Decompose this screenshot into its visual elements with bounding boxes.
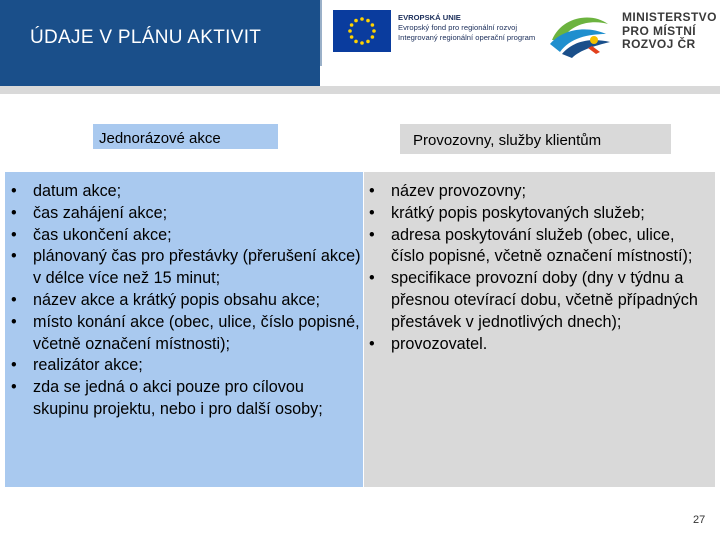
- header-divider: [320, 0, 322, 66]
- list-item: • čas ukončení akce;: [9, 225, 363, 247]
- list-item: • specifikace provozní doby (dny v týdnu a přesnou otevírací dobu, včetně případných přestávek v jednotlivých dnech);: [367, 268, 712, 333]
- left-column-heading: Jednorázové akce: [93, 124, 278, 151]
- mmr-logo-text: MINISTERSTVO PRO MÍSTNÍ ROZVOJ ČR: [622, 10, 717, 51]
- page-number: 27: [693, 514, 706, 526]
- right-column-heading: Provozovny, služby klientům: [400, 124, 671, 154]
- list-item: • název provozovny;: [367, 181, 712, 203]
- list-item: • krátký popis poskytovaných služeb;: [367, 203, 712, 225]
- list-item: • provozovatel.: [367, 334, 712, 356]
- left-bullet-list: [9, 181, 363, 421]
- title-banner: [0, 0, 320, 86]
- list-item: • čas zahájení akce;: [9, 203, 363, 225]
- list-item: • název akce a krátký popis obsahu akce;: [9, 290, 363, 312]
- right-bullet-list: [367, 181, 712, 355]
- eu-flag-icon: [333, 10, 391, 52]
- mmr-logo-icon: [548, 10, 612, 58]
- list-item: • adresa poskytování služeb (obec, ulice, číslo popisné, včetně označení místností);: [367, 225, 712, 269]
- list-item: • datum akce;: [9, 181, 363, 203]
- list-item: • zda se jedná o akci pouze pro cílovou skupinu projektu, nebo i pro další osoby;: [9, 377, 363, 421]
- right-column-panel: [364, 172, 715, 487]
- slide-title: ÚDAJE V PLÁNU AKTIVIT: [30, 27, 262, 48]
- header-band: [0, 86, 720, 94]
- left-column-panel: [5, 172, 363, 487]
- list-item: • místo konání akce (obec, ulice, číslo popisné, včetně označení místnosti);: [9, 312, 363, 356]
- list-item: • realizátor akce;: [9, 355, 363, 377]
- eu-logo-text: EVROPSKÁ UNIE Evropský fond pro regionální rozvoj Integrovaný regionální operační program: [398, 13, 536, 42]
- slide-header: [0, 0, 720, 88]
- list-item: • plánovaný čas pro přestávky (přerušení akce) v délce více než 15 minut;: [9, 246, 363, 290]
